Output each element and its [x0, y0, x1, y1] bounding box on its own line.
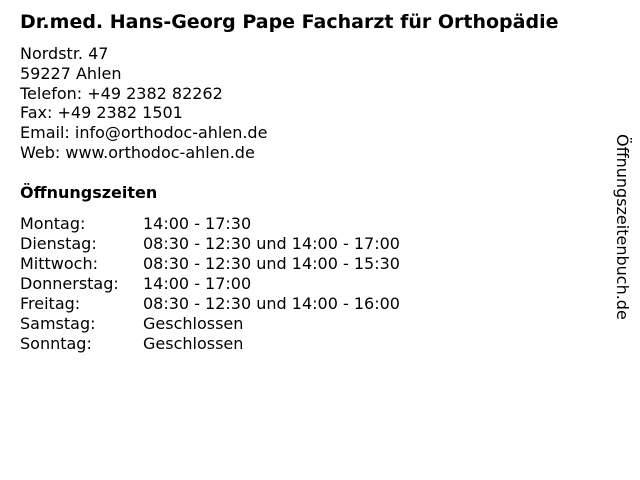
hours-row-saturday [20, 314, 400, 334]
hours-day: Mittwoch: [20, 254, 98, 273]
hours-day: Freitag: [20, 294, 81, 313]
fax-number: Fax: +49 2382 1501 [20, 103, 183, 123]
opening-hours-heading: Öffnungszeiten [20, 183, 158, 202]
hours-time: Geschlossen [143, 334, 244, 353]
hours-row-tuesday [20, 234, 400, 254]
phone-number: Telefon: +49 2382 82262 [20, 83, 223, 103]
hours-day: Donnerstag: [20, 274, 119, 293]
address-city: 59227 Ahlen [20, 63, 122, 83]
hours-row-thursday [20, 274, 400, 294]
hours-row-friday [20, 294, 400, 314]
address-block [20, 44, 267, 163]
hours-day: Samstag: [20, 314, 96, 333]
hours-time: Geschlossen [143, 314, 244, 333]
address-street: Nordstr. 47 [20, 44, 109, 63]
hours-day: Dienstag: [20, 234, 97, 253]
hours-day: Sonntag: [20, 334, 92, 353]
hours-time: 14:00 - 17:30 [143, 214, 252, 233]
website-address: Web: www.orthodoc-ahlen.de [20, 142, 255, 162]
page-title: Dr.med. Hans-Georg Pape Facharzt für Orthopädie [20, 11, 559, 33]
brand-watermark: Öffnungszeitenbuch.de [613, 134, 632, 320]
opening-hours-table [20, 214, 400, 354]
hours-time: 08:30 - 12:30 und 14:00 - 16:00 [143, 294, 400, 313]
hours-time: 08:30 - 12:30 und 14:00 - 17:00 [143, 234, 400, 253]
hours-row-sunday [20, 334, 400, 354]
hours-row-monday [20, 214, 400, 234]
hours-row-wednesday [20, 254, 400, 274]
hours-day: Montag: [20, 214, 86, 233]
hours-time: 08:30 - 12:30 und 14:00 - 15:30 [143, 254, 400, 273]
hours-time: 14:00 - 17:00 [143, 274, 252, 293]
email-address: Email: info@orthodoc-ahlen.de [20, 123, 268, 143]
